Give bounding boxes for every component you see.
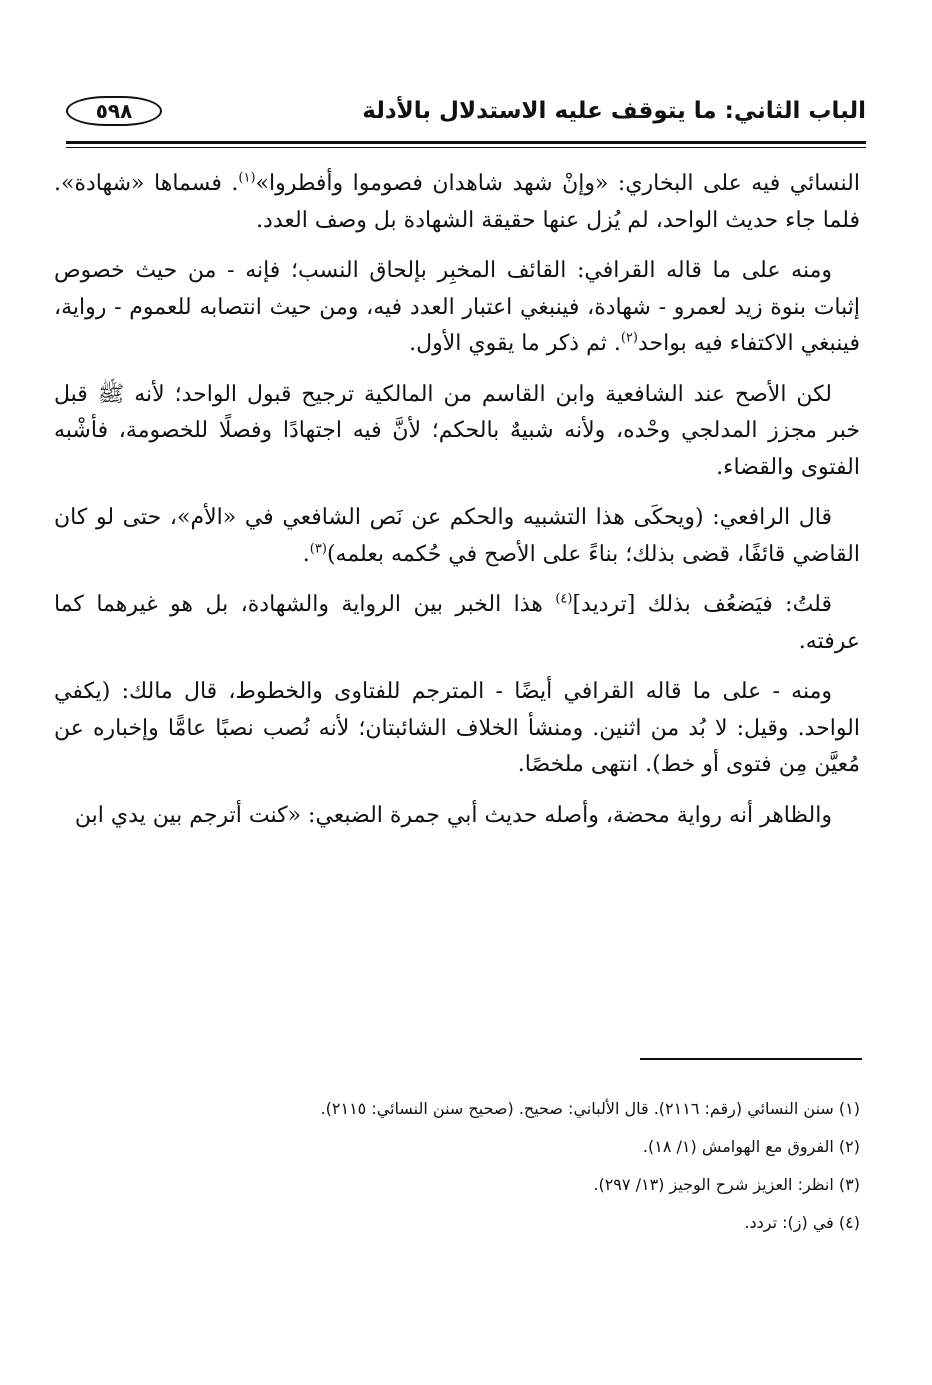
footnote: (٤) في (ز): تردد.: [744, 1213, 860, 1232]
footnote: (١) سنن النسائي (رقم: ٢١١٦). قال الألباني: صحيح. (صحيح سنن النسائي: ٢١١٥).: [320, 1099, 860, 1118]
footnote-marker: (٤): [555, 591, 573, 607]
paragraph-text: والظاهر أنه رواية محضة، وأصله حديث أبي جمرة الضبعي: «كنت أترجم بين يدي ابن: [74, 802, 832, 828]
footnote-marker: (١): [238, 170, 256, 186]
page-number-badge: ٥٩٨: [66, 96, 162, 126]
footnote-marker: (٣): [309, 541, 327, 557]
paragraph: [54, 377, 860, 487]
paragraph: [54, 253, 860, 363]
paragraph-text: .: [302, 541, 310, 567]
footnote-separator: [640, 1058, 862, 1060]
paragraph: [54, 587, 860, 660]
footnotes: [100, 1090, 860, 1242]
paragraph: [54, 798, 860, 835]
footnote: (٢) الفروق مع الهوامش (١/ ١٨).: [642, 1137, 860, 1156]
page-header: [66, 92, 866, 140]
paragraph-text: هذا الخبر بين الرواية والشهادة، بل هو غيرهما كما عرفته.: [54, 592, 860, 654]
paragraph-text: ومنه - على ما قاله القرافي أيضًا - المترجم للفتاوى والخطوط، قال مالك: (يكفي الواحد. وقيل: لا بُد من اثنين. ومنشأ الخلاف الشائبتان؛ لأنه نُصب نصبًا عامًّا وإخباره عن مُعيَّن مِن فتوى أو خط). انتهى ملخصًا.: [54, 679, 860, 777]
footnote-marker: (٢): [620, 330, 638, 346]
paragraph: [54, 166, 860, 239]
paragraph-text: قال الرافعي: (ويحكَى هذا التشبيه والحكم عن نَص الشافعي في «الأم»، حتى لو كان القاضي قائفًا، قضى بذلك؛ بناءً على الأصح في حُكمه بعلمه): [54, 505, 860, 567]
paragraph-text: . ثم ذكر ما يقوي الأول.: [409, 331, 621, 356]
paragraph-text: قلتُ: فيَضعُف بذلك [ترديد]: [572, 592, 832, 617]
paragraph-text: ومنه على ما قاله القرافي: القائف المخبِر بإلحاق النسب؛ فإنه - من حيث خصوص إثبات بنوة زيد لعمرو - شهادة، فينبغي اعتبار العدد فيه، ومن حيث انتصابه للعموم - رواية، فينبغي الاكتفاء فيه بواحد: [54, 258, 860, 356]
paragraph: [54, 500, 860, 573]
body-text: [54, 166, 860, 848]
paragraph: [54, 674, 860, 784]
paragraph-text: النسائي فيه على البخاري: «وإنْ شهد شاهدان فصوموا وأفطروا»: [255, 171, 860, 196]
paragraph-text: . فسماها «شهادة». فلما جاء حديث الواحد، لم يُزل عنها حقيقة الشهادة بل وصف العدد.: [54, 171, 860, 233]
header-rule-thin: [66, 147, 866, 148]
paragraph-text: لكن الأصح عند الشافعية وابن القاسم من المالكية ترجيح قبول الواحد؛ لأنه ﷺ قبل خبر مجزز المدلجي وحْده، ولأنه شبيهٌ بالحكم؛ لأنَّ فيه اجتهادًا وفصلًا للخصومة، فأشْبه الفتوى والقضاء.: [54, 381, 860, 480]
footnote: (٣) انظر: العزيز شرح الوجيز (١٣/ ٢٩٧).: [593, 1175, 860, 1194]
header-rule: [66, 141, 866, 144]
running-title: الباب الثاني: ما يتوقف عليه الاستدلال بالأدلة: [362, 98, 866, 124]
